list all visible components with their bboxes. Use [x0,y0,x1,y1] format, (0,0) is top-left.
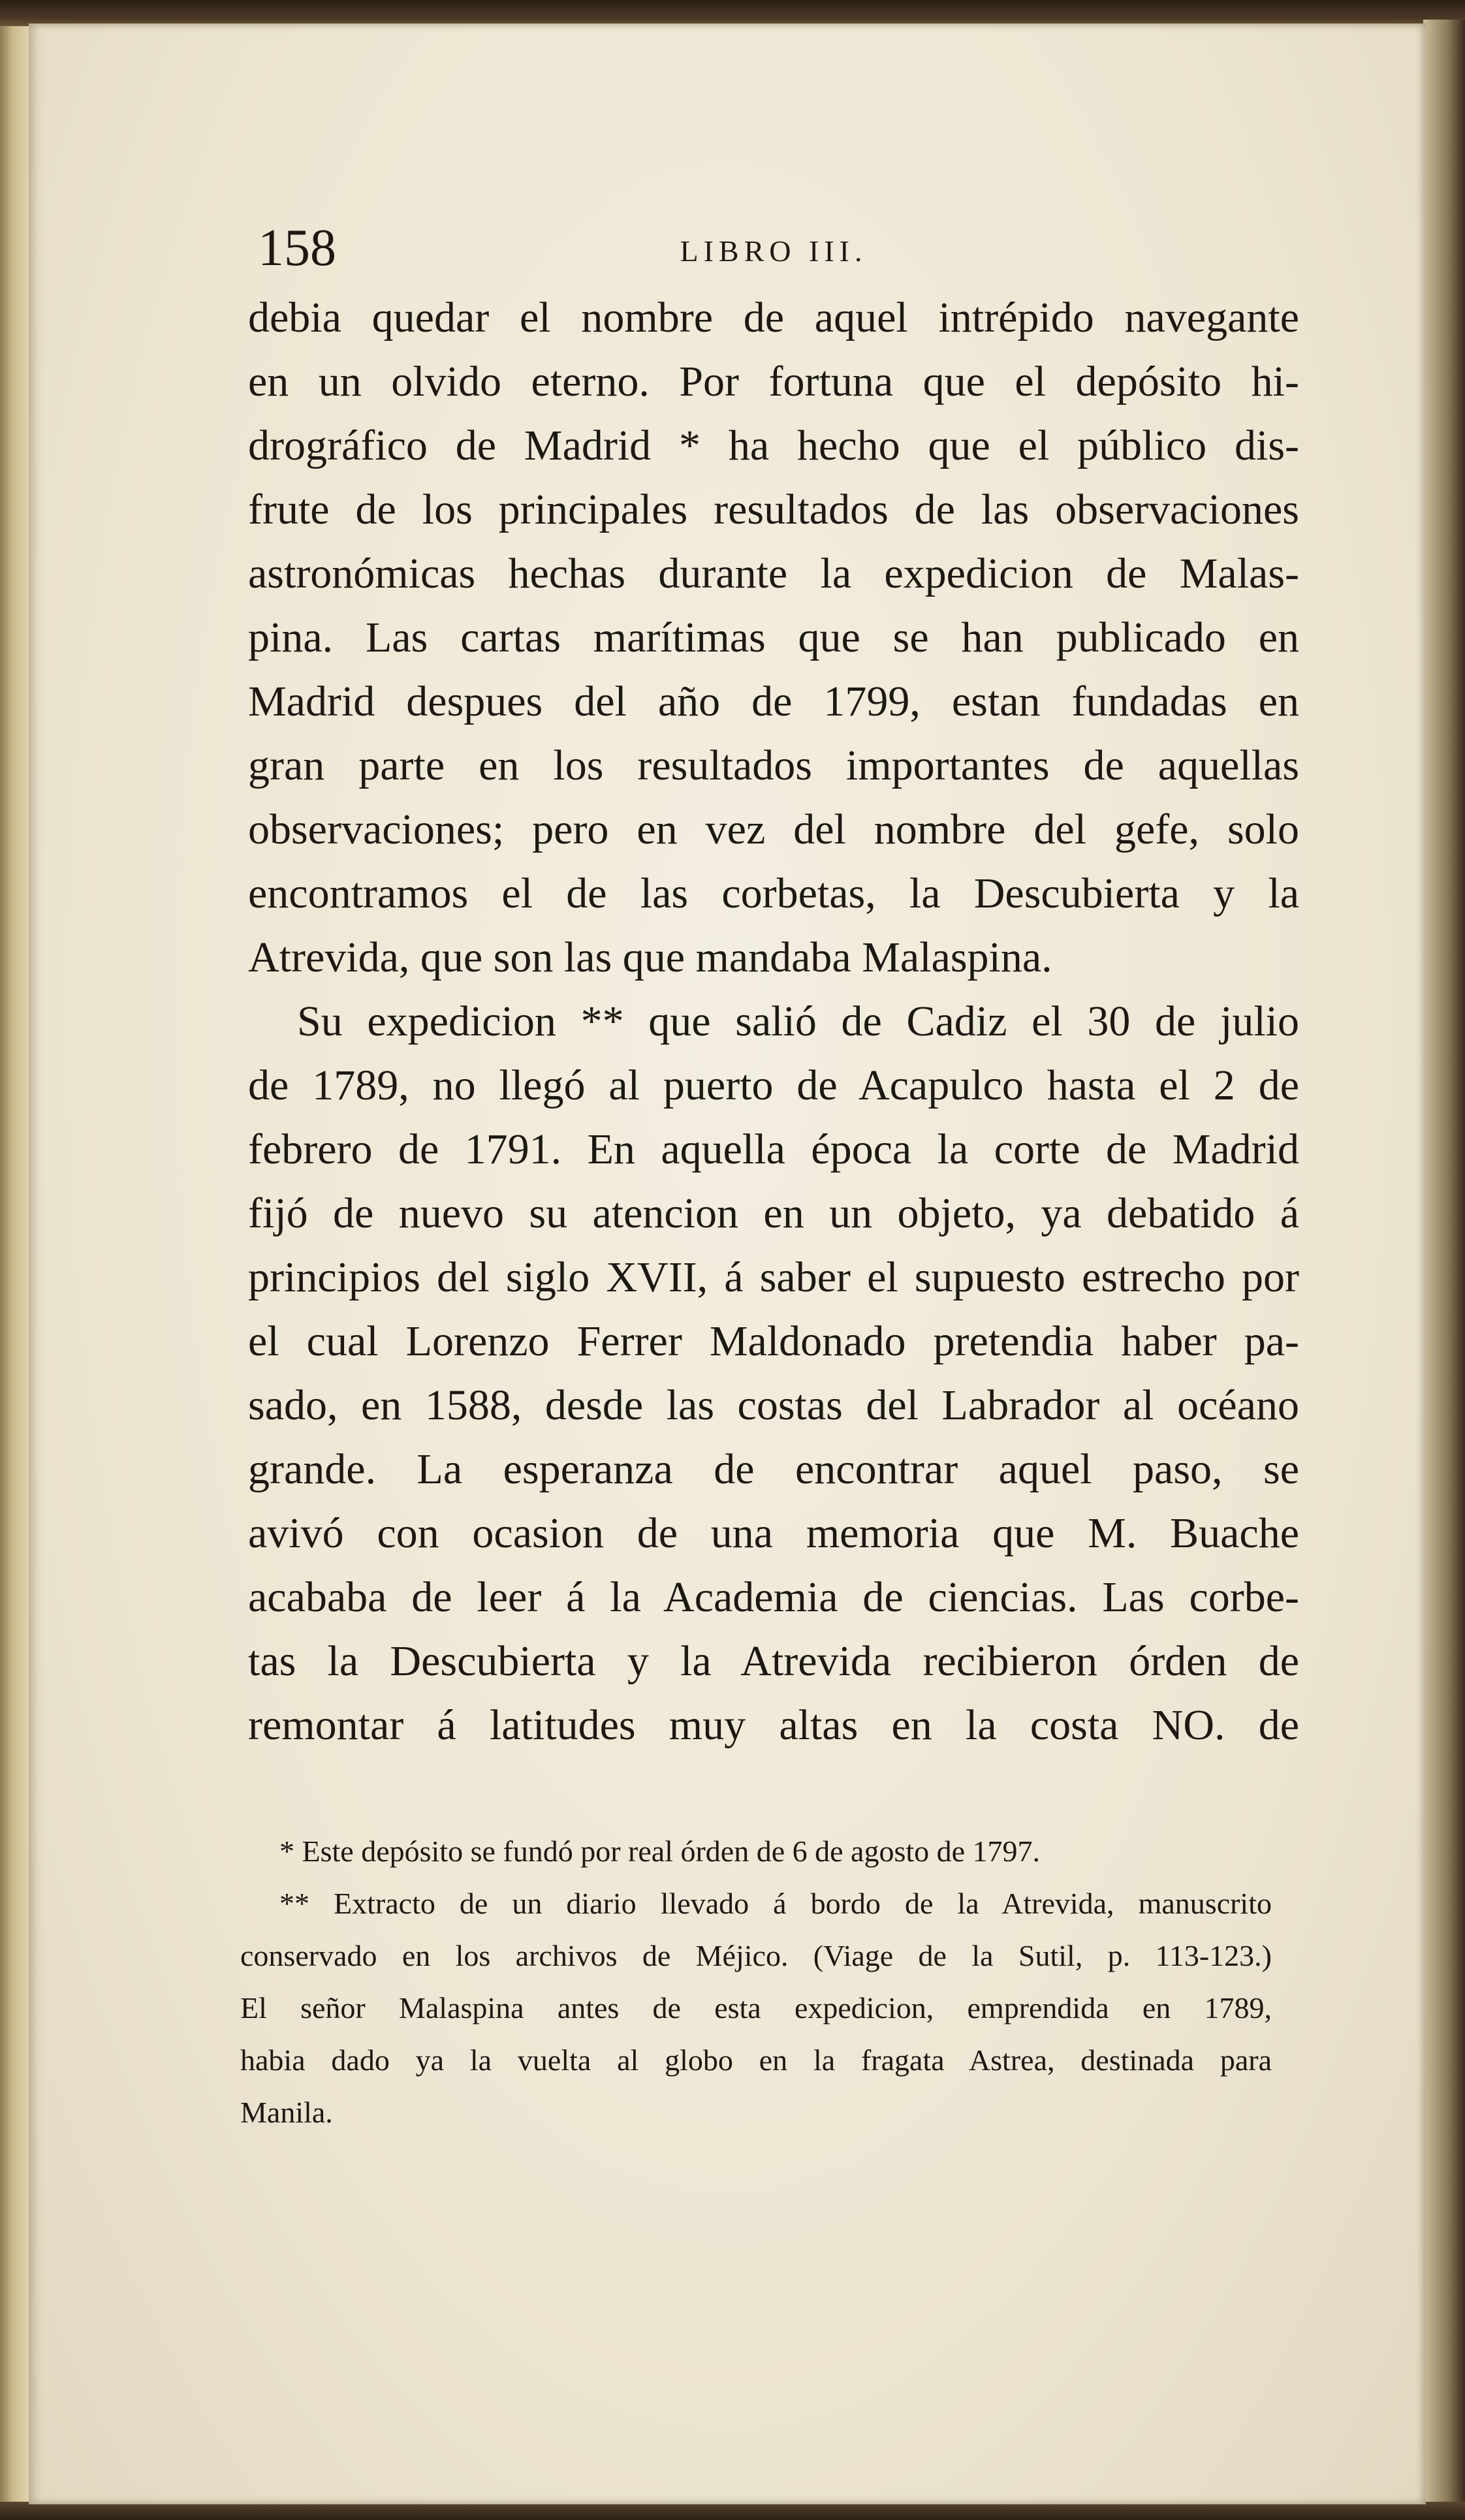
body-line: remontar á latitudes muy altas en la costa NO. de [248,1701,1299,1749]
footnote-line: habia dado ya la vuelta al globo en la fragata Astrea, destinada para [240,2043,1272,2077]
body-line: gran parte en los resultados importantes de aquellas [248,742,1299,789]
footnote-line: * Este depósito se fundó por real órden de 6 de agosto de 1797. [279,1835,1041,1868]
body-line: fijó de nuevo su atencion en un objeto, ya debatido á [248,1189,1299,1237]
page-number: 158 [258,219,336,277]
book-bottom-edge [0,2502,1465,2520]
page-header [258,215,1289,281]
body-line: febrero de 1791. En aquella época la corte de Madrid [248,1126,1299,1173]
body-line: acababa de leer á la Academia de ciencias. Las corbe- [248,1573,1299,1621]
body-line: el cual Lorenzo Ferrer Maldonado pretendia haber pa- [248,1317,1299,1365]
footnote-line: Manila. [240,2096,333,2129]
body-line: frute de los principales resultados de las observaciones [248,486,1299,533]
book-gutter [0,26,31,2502]
body-line: tas la Descubierta y la Atrevida recibieron órden de [248,1637,1299,1685]
body-line: de 1789, no llegó al puerto de Acapulco hasta el 2 de [248,1062,1299,1109]
book-top-edge [0,0,1465,26]
body-line: drográfico de Madrid * ha hecho que el público dis- [248,422,1299,469]
body-line: pina. Las cartas marítimas que se han publicado en [248,614,1299,661]
body-line: Atrevida, que son las que mandaba Malaspina. [248,934,1052,981]
footnotes [240,1825,1272,2139]
body-line: avivó con ocasion de una memoria que M. Buache [248,1509,1299,1557]
footnote-line: El señor Malaspina antes de esta expedicion, emprendida en 1789, [240,1991,1272,2024]
running-head: LIBRO III. [680,234,868,268]
body-line: astronómicas hechas durante la expedicion de Malas- [248,550,1299,597]
body-line: debia quedar el nombre de aquel intrépido navegante [248,294,1299,341]
body-line: grande. La esperanza de encontrar aquel paso, se [248,1445,1299,1493]
footnote-line: conservado en los archivos de Méjico. (Viage de la Sutil, p. 113-123.) [240,1939,1272,1972]
body-text [248,286,1299,1757]
footnote-line: ** Extracto de un diario llevado á bordo de la Atrevida, manuscrito [279,1887,1272,1920]
body-line: Madrid despues del año de 1799, estan fundadas en [248,678,1299,725]
body-line: observaciones; pero en vez del nombre del gefe, solo [248,806,1299,853]
body-line: en un olvido eterno. Por fortuna que el depósito hi- [248,358,1299,405]
book-right-edge [1423,20,1465,2507]
body-line: sado, en 1588, desde las costas del Labrador al océano [248,1381,1299,1429]
body-line: principios del siglo XVII, á saber el supuesto estrecho por [248,1253,1299,1301]
body-line: Su expedicion ** que salió de Cadiz el 30 de julio [297,998,1299,1045]
body-line: encontramos el de las corbetas, la Descubierta y la [248,870,1299,917]
